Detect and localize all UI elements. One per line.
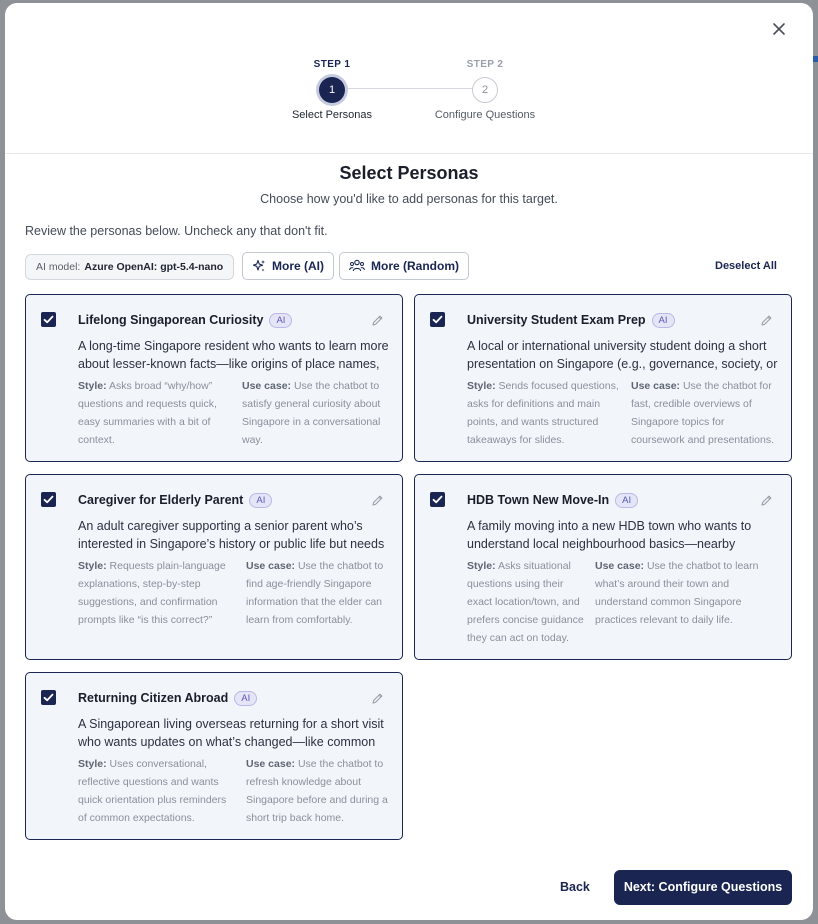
persona-checkbox[interactable] bbox=[430, 312, 445, 327]
select-personas-dialog bbox=[5, 3, 813, 920]
persona-description: A Singaporean living overseas returning for a short visit who wants updates on what’s changed—like common bbox=[78, 717, 384, 749]
checkmark-icon bbox=[430, 312, 445, 327]
next-configure-questions-button[interactable]: Next: Configure Questions bbox=[614, 870, 792, 905]
step-2-label: Configure Questions bbox=[434, 109, 536, 121]
persona-description: A local or international university student doing a short presentation on Singapore (e.g., governance, society, or bbox=[467, 339, 778, 371]
ai-badge: AI bbox=[615, 493, 638, 508]
persona-name: Caregiver for Elderly Parent AI bbox=[78, 493, 272, 508]
back-button[interactable]: Back bbox=[560, 880, 590, 894]
review-instruction: Review the personas below. Uncheck any that don't fit. bbox=[25, 224, 328, 238]
step-1-circle: 1 bbox=[319, 77, 345, 103]
ai-model-chip bbox=[25, 254, 234, 280]
users-icon bbox=[349, 259, 365, 273]
ai-badge: AI bbox=[269, 313, 292, 328]
page-subtitle: Choose how you'd like to add personas for this target. bbox=[260, 192, 558, 206]
pencil-icon[interactable] bbox=[760, 314, 773, 327]
persona-card[interactable] bbox=[25, 474, 403, 660]
persona-card[interactable] bbox=[414, 474, 792, 660]
persona-description: A family moving into a new HDB town who wants to understand local neighbourhood basics—nearby bbox=[467, 519, 752, 551]
checkmark-icon bbox=[41, 690, 56, 705]
ai-badge: AI bbox=[652, 313, 675, 328]
checkmark-icon bbox=[41, 492, 56, 507]
persona-card[interactable] bbox=[414, 294, 792, 462]
persona-meta bbox=[78, 755, 390, 827]
more-ai-button[interactable] bbox=[242, 252, 334, 280]
sparkles-icon bbox=[252, 259, 266, 273]
persona-name: Returning Citizen Abroad AI bbox=[78, 691, 257, 706]
step-2 bbox=[415, 59, 555, 121]
persona-style: Style: Sends focused questions, asks for definitions and main points, and wants structured takeaways for slides. bbox=[467, 380, 619, 446]
page-title: Select Personas bbox=[339, 163, 479, 183]
header-divider bbox=[5, 153, 813, 154]
stepper bbox=[5, 3, 813, 153]
persona-checkbox[interactable] bbox=[430, 492, 445, 507]
persona-meta bbox=[467, 377, 779, 449]
checkmark-icon bbox=[41, 312, 56, 327]
ai-model-value: Azure OpenAI: gpt-5.4-nano bbox=[84, 261, 224, 273]
step-1-tag: STEP 1 bbox=[313, 59, 351, 70]
more-ai-label: More (AI) bbox=[272, 259, 324, 273]
persona-meta bbox=[78, 557, 390, 629]
pencil-icon[interactable] bbox=[371, 692, 384, 705]
persona-style: Style: Asks broad “why/how” questions and requests quick, easy summaries with a bit of context. bbox=[78, 380, 217, 446]
persona-meta bbox=[78, 377, 390, 449]
persona-style: Style: Requests plain-language explanations, step-by-step suggestions, and confirmation prompts like “is this correct?” bbox=[78, 560, 226, 626]
pencil-icon[interactable] bbox=[371, 314, 384, 327]
more-random-label: More (Random) bbox=[371, 259, 459, 273]
pencil-icon[interactable] bbox=[760, 494, 773, 507]
persona-use-case: Use case: Use the chatbot to satisfy general curiosity about Singapore in a conversational way. bbox=[242, 380, 381, 446]
persona-use-case: Use case: Use the chatbot to find age-friendly Singapore information that the elder can learn from comfortably. bbox=[246, 560, 384, 626]
persona-use-case: Use case: Use the chatbot for fast, credible overviews of Singapore topics for coursework and presentations. bbox=[631, 380, 774, 446]
step-2-circle: 2 bbox=[472, 77, 498, 103]
ai-badge: AI bbox=[249, 493, 272, 508]
persona-name: University Student Exam Prep AI bbox=[467, 313, 675, 328]
persona-name: Lifelong Singaporean Curiosity AI bbox=[78, 313, 292, 328]
persona-card[interactable] bbox=[25, 672, 403, 840]
persona-checkbox[interactable] bbox=[41, 312, 56, 327]
ai-model-label: AI model: bbox=[36, 261, 81, 273]
background-page-accent bbox=[813, 56, 818, 62]
persona-name: HDB Town New Move-In AI bbox=[467, 493, 638, 508]
persona-checkbox[interactable] bbox=[41, 492, 56, 507]
step-1 bbox=[262, 59, 402, 121]
more-random-button[interactable] bbox=[339, 252, 469, 280]
step-1-label: Select Personas bbox=[291, 109, 373, 121]
step-2-tag: STEP 2 bbox=[466, 59, 504, 70]
persona-checkbox[interactable] bbox=[41, 690, 56, 705]
persona-style: Style: Asks situational questions using their exact location/town, and prefers concise guidance they can act on today. bbox=[467, 560, 584, 644]
persona-style: Style: Uses conversational, reflective questions and wants quick orientation plus reminders of common expectations. bbox=[78, 758, 227, 824]
persona-meta bbox=[467, 557, 779, 647]
persona-description: A long-time Singapore resident who wants to learn more about lesser-known facts—like origins of place names, bbox=[78, 339, 389, 371]
deselect-all-button[interactable]: Deselect All bbox=[715, 260, 777, 272]
ai-badge: AI bbox=[234, 691, 257, 706]
persona-description: An adult caregiver supporting a senior parent who’s interested in Singapore’s history or public life but needs bbox=[78, 519, 385, 551]
persona-use-case: Use case: Use the chatbot to refresh knowledge about Singapore before and during a short trip back home. bbox=[246, 758, 388, 824]
persona-card[interactable] bbox=[25, 294, 403, 462]
checkmark-icon bbox=[430, 492, 445, 507]
persona-use-case: Use case: Use the chatbot to learn what’s around their town and understand common Singapore practices relevant to daily life. bbox=[595, 560, 759, 626]
pencil-icon[interactable] bbox=[371, 494, 384, 507]
